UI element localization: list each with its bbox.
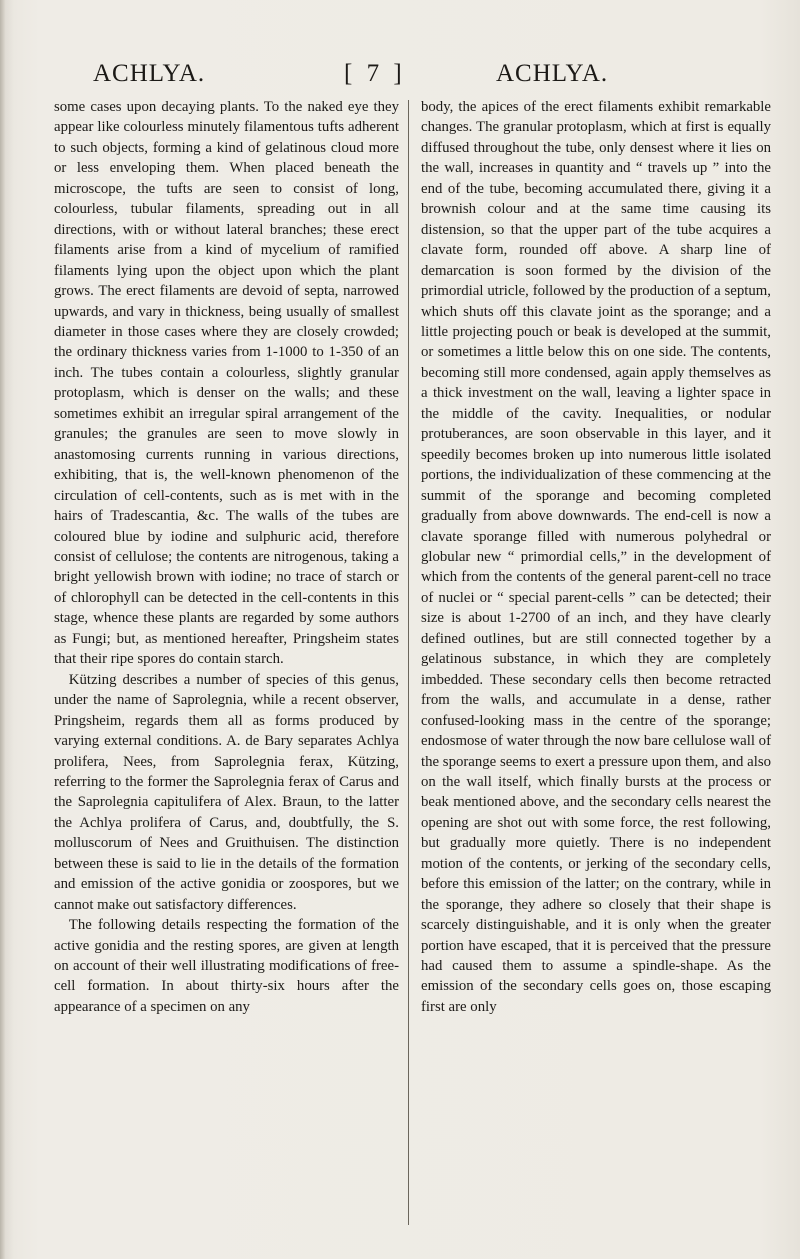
right-column	[421, 97, 771, 1017]
left-paragraph-2: Kützing describes a number of species of this genus, under the name of Saprolegnia, while a recent observer, Pringsheim, regards them all as forms produced by varying external conditions. A. de Bary separates Achlya prolifera, Nees, from Saprolegnia ferax, Kützing, referring to the former the Saprolegnia ferax of Carus and the Saprolegnia capitulifera of Alex. Braun, to the latter the Achlya prolifera of Carus, and, doubtfully, the S. molluscorum of Nees and Gruithuisen. The distinction between these is said to lie in the details of the formation and emission of the active gonidia or zoospores, but we cannot make out satisfactory differences.	[54, 671, 399, 913]
header-right-title: ACHLYA.	[496, 60, 609, 87]
left-paragraph-3: The following details respecting the formation of the active gonidia and the resting spores, are given at length on account of their well illustrating modifications of free-cell formation. In about thirty-six hours after the appearance of a specimen on any	[54, 917, 399, 1015]
page-edge-shadow	[0, 0, 6, 1259]
column-divider	[408, 100, 409, 1225]
left-column	[54, 97, 399, 1017]
left-paragraph-1: some cases upon decaying plants. To the naked eye they appear like colourless minutely filamentous tufts adherent to such objects, forming a kind of gelatinous cloud more or less enveloping them. When placed beneath the microscope, the tufts are seen to consist of long, colourless, tubular filaments, spreading out in all directions, with or without lateral branches; these erect filaments arise from a kind of mycelium of ramified filaments lying upon the object upon which the plant grows. The erect filaments are devoid of septa, narrowed upwards, and vary in thickness, being usually of smallest diameter in those cases where they are closely crowded; the ordinary thickness varies from 1-1000 to 1-350 of an inch. The tubes contain a colourless, slightly granular protoplasm, which is denser on the walls; and these sometimes exhibit an irregular spiral arrangement of the granules; the granules are seen to move slowly in anastomosing currents running in various directions, exhibiting, that is, the well-known phenomenon of the circulation of cell-contents, such as is met with in the hairs of Tradescantia, &c. The walls of the tubes are coloured blue by iodine and sulphuric acid, therefore consist of cellulose; the contents are nitrogenous, taking a bright yellowish brown with iodine; no trace of starch or of chlorophyll can be detected in the cell-contents in this stage, whence these plants are regarded by some authors as Fungi; but, as mentioned hereafter, Pringsheim states that their ripe spores do contain starch.	[54, 99, 399, 668]
running-header	[0, 56, 800, 96]
header-left-title: ACHLYA.	[93, 60, 206, 87]
right-paragraph-1: body, the apices of the erect filaments exhibit remarkable changes. The granular protoplasm, which at first is equally diffused throughout the tube, only densest where it lies on the wall, increases in quantity and “ travels up ” into the end of the tube, becoming accumulated there, giving it a brownish colour and at the same time causing its distension, so that the upper part of the tube acquires a clavate form, rounded off above. A sharp line of demarcation is soon formed by the division of the primordial utricle, followed by the production of a septum, which shuts off this clavate joint as the sporange; and a little projecting pouch or beak is developed at the summit, or sometimes a little below this on one side. The contents, becoming still more condensed, again apply themselves as a thick investment on the wall, leaving a lighter space in the middle of the cavity. Inequalities, or nodular protuberances, are soon observable in this layer, and it speedily becomes broken up into numerous little isolated portions, the individualization of these commencing at the summit of the sporange and becoming completed gradually from above downwards. The end-cell is now a clavate sporange filled with numerous polyhedral or globular new “ primordial cells,” in the development of which from the contents of the general parent-cell no trace of nuclei or “ special parent-cells ” can be detected; their size is about 1-2700 of an inch, and they have clearly defined outlines, but are still connected together by a gelatinous substance, in which they are completely imbedded. These secondary cells then become retracted from the walls, and accumulate in a dense, rather confused-looking mass in the centre of the sporange; endosmose of water through the now bare cellulose wall of the sporange seems to exert a pressure upon them, and also on the wall itself, which finally bursts at the process or beak mentioned above, and the secondary cells nearest the opening are shot out with some force, the rest following, but gradually more quietly. There is no independent motion of the contents, or jerking of the secondary cells, before this emission of the latter; on the contrary, while in the sporange, they adhere so closely that their shape is scarcely distinguishable, and it is only when the greater portion have escaped, that it is perceived that the pressure had caused them to assume a spindle-shape. As the emission of the secondary cells goes on, those escaping first are only	[421, 99, 771, 1015]
page-number: [ 7 ]	[344, 60, 403, 87]
